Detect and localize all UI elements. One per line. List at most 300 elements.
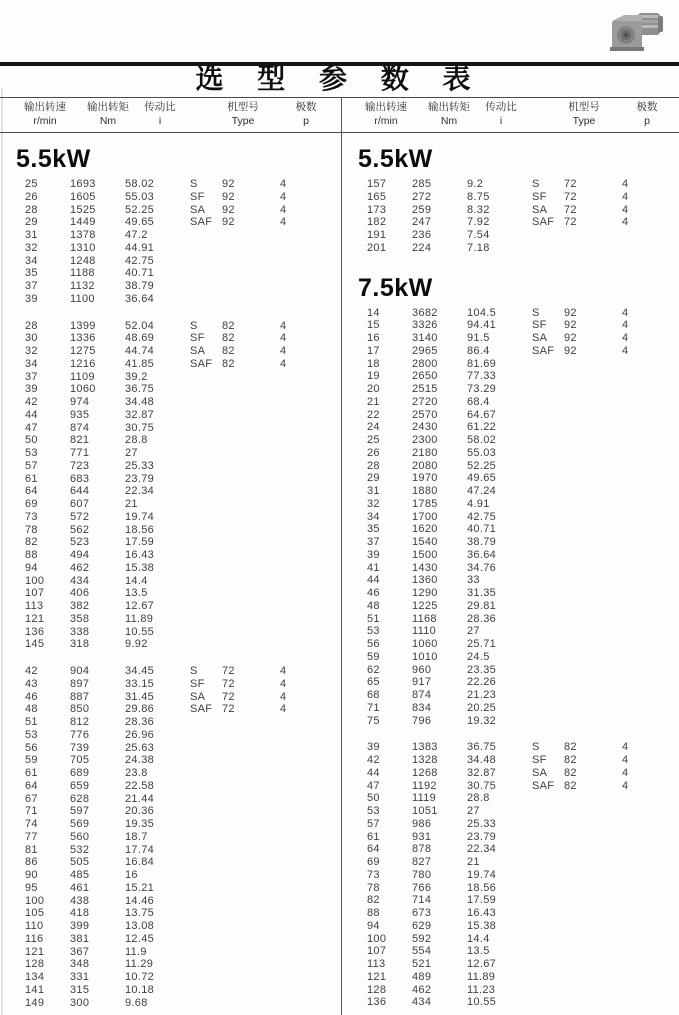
table-row <box>0 691 339 704</box>
cell-torque: 1060 <box>70 383 96 396</box>
cell-ratio: 7.92 <box>467 216 490 229</box>
cell-speed: 37 <box>367 536 380 548</box>
cell-speed: 121 <box>367 970 387 983</box>
ratio-block <box>0 320 339 652</box>
cell-model-size: 92 <box>564 306 577 319</box>
cell-ratio: 14.46 <box>125 894 155 907</box>
cell-ratio: 11.89 <box>125 612 154 625</box>
speed-unit: r/min <box>33 115 57 127</box>
cell-ratio: 44.74 <box>125 345 155 357</box>
column-header-ratio <box>473 100 529 128</box>
cell-torque: 597 <box>70 805 90 818</box>
cell-speed: 116 <box>25 932 44 945</box>
cell-ratio: 38.79 <box>467 536 497 548</box>
table-row <box>0 869 339 882</box>
table-row <box>342 780 679 793</box>
column-header-poles <box>623 100 671 128</box>
table-row <box>342 358 679 371</box>
cell-speed: 29 <box>25 216 38 229</box>
cell-model-type: S <box>532 306 540 319</box>
table-row <box>342 370 679 383</box>
cell-speed: 37 <box>25 370 38 383</box>
table-row <box>0 191 339 204</box>
table-row <box>0 984 339 997</box>
table-row <box>0 920 339 933</box>
cell-ratio: 11.29 <box>125 958 154 971</box>
cell-torque: 1336 <box>70 332 96 345</box>
table-row <box>342 396 679 409</box>
cell-speed: 128 <box>367 983 387 996</box>
cell-ratio: 21.44 <box>125 792 155 805</box>
cell-ratio: 47.2 <box>125 229 148 241</box>
cell-torque: 418 <box>70 907 90 920</box>
cell-ratio: 42.75 <box>467 510 497 523</box>
cell-ratio: 31.35 <box>467 587 497 599</box>
cell-model-type: SAF <box>190 357 213 370</box>
cell-torque: 1970 <box>412 472 438 485</box>
table-row <box>0 358 339 371</box>
cell-ratio: 24.5 <box>467 650 490 663</box>
cell-model-type: SAF <box>190 216 213 229</box>
cell-model-type: SF <box>190 677 205 690</box>
cell-ratio: 34.76 <box>467 561 497 574</box>
cell-speed: 121 <box>25 945 45 958</box>
cell-speed: 110 <box>25 920 44 932</box>
cell-ratio: 9.92 <box>125 638 148 651</box>
cell-speed: 37 <box>25 280 38 292</box>
cell-torque: 1275 <box>70 345 96 357</box>
table-row <box>342 818 679 831</box>
table-row <box>342 447 679 460</box>
cell-speed: 191 <box>367 229 387 241</box>
table-row <box>0 460 339 473</box>
cell-speed: 105 <box>25 907 45 920</box>
table-row <box>0 255 339 268</box>
cell-torque: 1100 <box>70 292 95 305</box>
table-row <box>342 856 679 869</box>
cell-ratio: 68.4 <box>467 395 490 408</box>
cell-torque: 1693 <box>70 178 96 190</box>
cell-ratio: 22.34 <box>467 843 497 856</box>
table-row <box>342 651 679 664</box>
cell-poles: 4 <box>622 766 629 779</box>
table-row <box>0 242 339 255</box>
cell-speed: 28 <box>25 319 38 332</box>
cell-torque: 489 <box>412 970 432 983</box>
cell-speed: 94 <box>367 919 380 932</box>
cell-torque: 2720 <box>412 395 438 408</box>
cell-ratio: 25.33 <box>125 459 155 472</box>
cell-speed: 16 <box>367 332 380 344</box>
section-heading: 5.5kW <box>358 145 433 173</box>
cell-ratio: 23.79 <box>125 472 155 485</box>
cell-ratio: 61.22 <box>467 421 497 434</box>
cell-torque: 2180 <box>412 446 438 459</box>
table-row <box>0 383 339 396</box>
cell-torque: 338 <box>70 625 90 638</box>
cell-model-size: 92 <box>564 344 577 357</box>
column-header-poles <box>282 100 330 128</box>
cell-poles: 4 <box>622 178 629 190</box>
cell-torque: 723 <box>70 459 90 472</box>
cell-poles: 4 <box>622 203 629 216</box>
cell-torque: 1620 <box>412 523 438 536</box>
cell-torque: 986 <box>412 817 432 830</box>
cell-ratio: 47.24 <box>467 485 497 497</box>
cell-speed: 21 <box>367 395 380 408</box>
cell-ratio: 13.75 <box>125 907 155 920</box>
cell-ratio: 12.67 <box>467 958 497 970</box>
cell-ratio: 4.91 <box>467 497 490 510</box>
cell-ratio: 52.04 <box>125 319 155 332</box>
cell-torque: 2515 <box>412 383 438 395</box>
cell-ratio: 48.69 <box>125 332 155 345</box>
table-row <box>342 676 679 689</box>
cell-speed: 39 <box>367 548 380 561</box>
cell-ratio: 13.08 <box>125 920 155 932</box>
cell-speed: 31 <box>25 229 38 241</box>
table-row <box>0 345 339 358</box>
table-row <box>0 485 339 498</box>
cell-ratio: 49.65 <box>125 216 155 229</box>
cell-torque: 285 <box>412 178 432 190</box>
cell-ratio: 25.33 <box>467 817 497 830</box>
speed-label: 输出转速 <box>365 101 407 113</box>
cell-torque: 554 <box>412 945 432 958</box>
cell-speed: 73 <box>367 868 380 881</box>
section-heading: 7.5kW <box>358 273 433 302</box>
table-row <box>0 856 339 869</box>
cell-speed: 48 <box>25 703 38 716</box>
title-underline <box>0 97 679 98</box>
cell-ratio: 11.23 <box>467 983 496 996</box>
cell-torque: 776 <box>70 728 90 741</box>
cell-model-size: 72 <box>222 690 235 703</box>
table-row <box>342 434 679 447</box>
ratio-unit: i <box>158 115 162 127</box>
table-row <box>0 447 339 460</box>
cell-ratio: 7.54 <box>467 229 490 241</box>
cell-torque: 1785 <box>412 497 438 510</box>
table-row <box>0 754 339 767</box>
table-row <box>0 831 339 844</box>
table-row <box>0 229 339 242</box>
cell-ratio: 30.75 <box>125 421 155 434</box>
table-row <box>0 178 339 191</box>
cell-torque: 3326 <box>412 319 438 332</box>
table-row <box>342 523 679 536</box>
table-row <box>342 664 679 677</box>
cell-speed: 41 <box>367 561 380 574</box>
table-row <box>342 958 679 971</box>
table-row <box>342 383 679 396</box>
cell-torque: 874 <box>70 421 90 434</box>
cell-poles: 4 <box>622 754 629 766</box>
cell-model-size: 92 <box>222 203 235 216</box>
cell-speed: 42 <box>25 396 38 408</box>
cell-poles: 4 <box>622 332 629 344</box>
cell-poles: 4 <box>280 203 287 216</box>
cell-ratio: 24.38 <box>125 754 155 767</box>
cell-model-type: S <box>190 665 198 677</box>
cell-speed: 28 <box>25 203 38 216</box>
cell-ratio: 10.72 <box>125 971 155 983</box>
header-underline <box>0 132 679 133</box>
cell-ratio: 38.79 <box>125 280 155 292</box>
cell-torque: 3140 <box>412 332 438 344</box>
cell-torque: 406 <box>70 587 90 600</box>
cell-poles: 4 <box>280 690 287 703</box>
cell-torque: 461 <box>70 881 90 894</box>
table-row <box>342 587 679 600</box>
cell-model-size: 82 <box>222 319 235 332</box>
table-row <box>342 332 679 345</box>
cell-ratio: 49.65 <box>467 472 497 485</box>
table-row <box>342 715 679 728</box>
table-row <box>0 536 339 549</box>
cell-model-type: S <box>532 741 540 754</box>
cell-model-size: 82 <box>222 345 235 357</box>
cell-speed: 44 <box>367 574 380 587</box>
cell-speed: 26 <box>25 190 38 203</box>
cell-model-size: 82 <box>564 754 577 766</box>
cell-torque: 247 <box>412 216 432 229</box>
cell-torque: 315 <box>70 983 90 996</box>
cell-speed: 90 <box>25 869 38 881</box>
cell-ratio: 8.75 <box>467 190 490 203</box>
cell-ratio: 12.45 <box>125 932 155 945</box>
cell-torque: 572 <box>70 510 90 523</box>
cell-speed: 31 <box>367 485 380 497</box>
cell-torque: 1010 <box>412 650 438 663</box>
cell-speed: 15 <box>367 319 380 332</box>
cell-speed: 28 <box>367 459 380 472</box>
cell-ratio: 17.59 <box>467 894 497 907</box>
cell-ratio: 7.18 <box>467 241 490 254</box>
cell-ratio: 15.21 <box>125 881 155 894</box>
table-row <box>0 678 339 691</box>
cell-speed: 67 <box>25 792 38 805</box>
cell-speed: 46 <box>25 690 38 703</box>
column-header-ratio <box>132 100 188 128</box>
cell-poles: 4 <box>622 344 629 357</box>
cell-ratio: 34.45 <box>125 665 155 677</box>
cell-torque: 236 <box>412 229 432 241</box>
table-row <box>0 280 339 293</box>
cell-ratio: 19.32 <box>467 714 497 727</box>
cell-torque: 569 <box>70 818 90 830</box>
cell-speed: 25 <box>25 178 38 190</box>
cell-speed: 75 <box>367 714 380 727</box>
cell-torque: 523 <box>70 536 90 549</box>
cell-torque: 821 <box>70 434 90 447</box>
cell-poles: 4 <box>280 665 287 677</box>
cell-torque: 629 <box>412 919 432 932</box>
cell-model-type: SA <box>532 766 548 779</box>
cell-speed: 201 <box>367 241 387 254</box>
cell-torque: 644 <box>70 485 90 498</box>
cell-model-size: 72 <box>222 665 235 677</box>
cell-ratio: 77.33 <box>467 370 497 383</box>
cell-ratio: 10.55 <box>125 625 155 638</box>
table-row <box>0 332 339 345</box>
cell-ratio: 94.41 <box>467 319 497 332</box>
cell-speed: 34 <box>25 254 38 267</box>
cell-speed: 78 <box>25 523 38 536</box>
table-row <box>0 895 339 908</box>
cell-ratio: 23.79 <box>467 830 497 843</box>
table-row <box>342 409 679 422</box>
cell-model-size: 72 <box>222 677 235 690</box>
cell-torque: 521 <box>412 958 432 970</box>
table-row <box>0 742 339 755</box>
cell-speed: 46 <box>367 587 380 599</box>
table-row <box>342 689 679 702</box>
table-row <box>0 422 339 435</box>
table-row <box>0 511 339 524</box>
table-row <box>0 293 339 306</box>
cell-ratio: 30.75 <box>467 779 497 792</box>
cell-speed: 39 <box>25 292 38 305</box>
cell-speed: 69 <box>367 856 380 868</box>
cell-torque: 1383 <box>412 741 438 754</box>
cell-torque: 1225 <box>412 599 438 612</box>
cell-torque: 318 <box>70 638 90 651</box>
cell-torque: 1268 <box>412 766 438 779</box>
table-row <box>0 665 339 678</box>
table-row <box>0 997 339 1010</box>
cell-speed: 57 <box>367 817 380 830</box>
cell-poles: 4 <box>280 332 287 345</box>
cell-speed: 35 <box>25 267 38 280</box>
torque-label: 输出转矩 <box>428 101 470 113</box>
cell-ratio: 21.23 <box>467 689 497 701</box>
table-row <box>0 320 339 333</box>
cell-ratio: 73.29 <box>467 383 497 395</box>
cell-speed: 95 <box>25 881 38 894</box>
cell-torque: 931 <box>412 830 432 843</box>
table-row <box>0 396 339 409</box>
cell-ratio: 20.25 <box>467 701 497 714</box>
cell-torque: 739 <box>70 741 90 754</box>
cell-torque: 1110 <box>412 625 437 638</box>
cell-model-type: SF <box>190 332 205 345</box>
cell-torque: 592 <box>412 932 432 945</box>
cell-ratio: 36.75 <box>467 741 497 754</box>
cell-speed: 71 <box>25 805 38 818</box>
cell-torque: 628 <box>70 792 90 805</box>
cell-poles: 4 <box>622 319 629 332</box>
cell-speed: 39 <box>367 741 380 754</box>
table-row <box>0 805 339 818</box>
cell-speed: 32 <box>367 497 380 510</box>
table-panel-left <box>0 140 339 1015</box>
cell-ratio: 16 <box>125 869 138 881</box>
cell-torque: 1248 <box>70 254 96 267</box>
cell-ratio: 9.68 <box>125 996 148 1009</box>
cell-ratio: 10.18 <box>125 983 155 996</box>
cell-torque: 331 <box>70 971 90 983</box>
cell-speed: 61 <box>367 830 380 843</box>
cell-ratio: 17.59 <box>125 536 155 549</box>
table-row <box>342 549 679 562</box>
cell-speed: 22 <box>367 408 380 421</box>
cell-speed: 17 <box>367 344 380 357</box>
cell-ratio: 64.67 <box>467 408 497 421</box>
table-row <box>342 907 679 920</box>
cell-ratio: 55.03 <box>125 190 155 203</box>
cell-ratio: 15.38 <box>125 561 155 574</box>
cell-speed: 20 <box>367 383 380 395</box>
cell-ratio: 18.56 <box>125 523 155 536</box>
cell-speed: 51 <box>367 612 380 625</box>
cell-speed: 34 <box>25 357 38 370</box>
table-row <box>0 716 339 729</box>
cell-poles: 4 <box>280 319 287 332</box>
cell-speed: 64 <box>25 779 38 792</box>
cell-model-size: 92 <box>222 178 235 190</box>
cell-ratio: 33 <box>467 574 480 587</box>
table-row <box>0 600 339 613</box>
cell-ratio: 22.34 <box>125 485 155 498</box>
page-title: 选 型 参 数 表 <box>195 63 484 94</box>
cell-ratio: 27 <box>467 625 480 638</box>
cell-model-type: S <box>190 319 198 332</box>
ratio-block <box>0 665 339 1009</box>
cell-speed: 29 <box>367 472 380 485</box>
cell-poles: 4 <box>622 306 629 319</box>
cell-ratio: 36.75 <box>125 383 155 396</box>
table-row <box>342 933 679 946</box>
cell-speed: 100 <box>367 932 387 945</box>
cell-speed: 53 <box>367 805 380 817</box>
cell-model-size: 72 <box>564 203 577 216</box>
table-row <box>342 843 679 856</box>
cell-poles: 4 <box>280 216 287 229</box>
cell-torque: 689 <box>70 767 90 779</box>
cell-speed: 47 <box>367 779 380 792</box>
cell-torque: 1109 <box>70 370 95 383</box>
cell-poles: 4 <box>622 216 629 229</box>
cell-speed: 141 <box>25 983 45 996</box>
table-row <box>0 844 339 857</box>
cell-ratio: 22.26 <box>467 676 497 689</box>
table-header-right <box>341 100 679 132</box>
cell-ratio: 27 <box>467 805 480 817</box>
cell-model-type: SA <box>190 203 206 216</box>
cell-speed: 107 <box>367 945 387 958</box>
table-row <box>342 741 679 754</box>
table-row <box>342 178 679 191</box>
cell-ratio: 52.25 <box>125 203 155 216</box>
cell-torque: 2430 <box>412 421 438 434</box>
cell-ratio: 13.5 <box>125 587 148 600</box>
table-row <box>342 882 679 895</box>
cell-torque: 1540 <box>412 536 438 548</box>
torque-label: 输出转矩 <box>87 101 129 113</box>
cell-torque: 348 <box>70 958 90 971</box>
torque-unit: Nm <box>440 115 458 127</box>
table-row <box>0 524 339 537</box>
cell-ratio: 19.74 <box>467 868 497 881</box>
cell-torque: 1525 <box>70 203 96 216</box>
cell-torque: 850 <box>70 703 90 716</box>
cell-speed: 44 <box>367 766 380 779</box>
cell-speed: 35 <box>367 523 380 536</box>
table-row <box>342 920 679 933</box>
table-row <box>0 907 339 920</box>
table-row <box>0 933 339 946</box>
